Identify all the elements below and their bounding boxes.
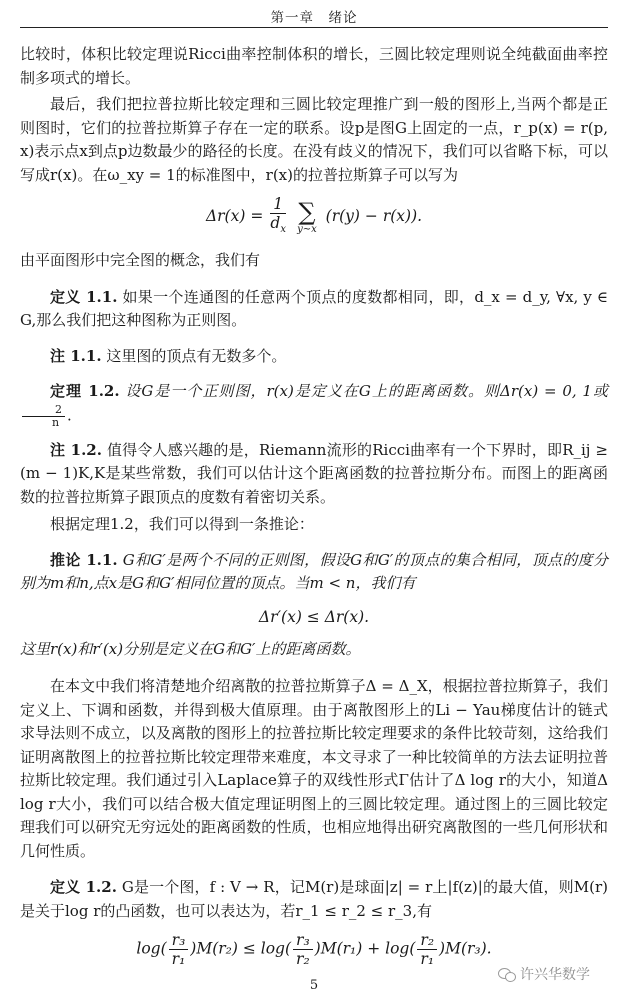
paragraph-by-theorem: 根据定理1.2，我们可以得到一条推论： — [50, 515, 314, 533]
page-content — [20, 34, 608, 968]
eq1-summation — [297, 197, 317, 235]
eq1-fraction-numerator: 1 — [270, 195, 286, 214]
definition-1-1-text: 如果一个连通图的任意两个顶点的度数都相同，即，d_x = d_y, ∀x, y ∈ G,那么我们把这种图称为正则图。 — [20, 287, 608, 329]
watermark-text: 许兴华数学 — [520, 967, 590, 983]
eq1-rhs: (r(y) − r(x)). — [325, 207, 423, 226]
eq3-fraction-1 — [169, 931, 189, 968]
eq3-mid2: )M(r₁) + log( — [314, 939, 416, 958]
equation-comparison: Δr′(x) ≤ Δr(x). — [258, 607, 370, 626]
note-1-2-text: 值得令人感兴趣的是，Riemann流形的Ricci曲率有一个下界时，即R_ij ≥ (m − 1)K,K是某些常数，我们可以估计这个距离函数的拉普拉斯分布。而图上的距离函数的拉普拉斯算子跟顶点的度数有着密切关系。 — [20, 440, 608, 506]
note-1-1-text: 这里图的顶点有无数多个。 — [106, 346, 287, 365]
theorem-1-2-end: . — [67, 406, 72, 424]
definition-1-1 — [20, 286, 608, 333]
header-rule — [20, 27, 608, 28]
theorem-1-2-label: 定理 1.2. — [50, 382, 120, 400]
definition-1-2 — [20, 876, 608, 923]
paragraph-intro-continued: 比较时，体积比较定理说Ricci曲率控制体积的增长，三圆比较定理则说全纯截面曲率控制多项式的增长。 — [20, 45, 608, 87]
eq1-den-subscript: x — [280, 224, 286, 236]
eq3-fraction-2 — [293, 931, 313, 968]
equation-laplacian-distance — [20, 195, 608, 241]
running-header: 第一章 绪论 — [270, 10, 358, 26]
eq3-end: )M(r₃). — [439, 939, 492, 958]
eq1-fraction — [270, 195, 286, 239]
paragraph-complete-graph: 由平面图形中完全图的概念，我们有 — [20, 251, 261, 269]
eq1-lhs: Δr(x) = — [205, 207, 264, 226]
eq3-mid1: )M(r₂) ≤ log( — [190, 939, 292, 958]
eq3-fraction-2-numerator: r₃ — [293, 931, 313, 950]
definition-1-2-label: 定义 1.2. — [50, 878, 117, 896]
theorem-1-2-fraction — [22, 404, 65, 429]
note-1-1-label: 注 1.1. — [50, 346, 102, 365]
corollary-1-1-label: 推论 1.1. — [50, 550, 118, 569]
theorem-1-2-fraction-denominator: n — [52, 415, 60, 429]
note-1-2 — [20, 439, 608, 510]
eq3-fraction-3-denominator: r₁ — [420, 950, 435, 968]
theorem-1-2-fraction-numerator: 2 — [22, 404, 65, 417]
paragraph-distance-functions: 这里r(x)和r′(x)分别是定义在G和G′上的距离函数。 — [20, 639, 361, 658]
eq3-log1: log( — [136, 939, 167, 958]
theorem-1-2-text: 设G是一个正则图，r(x)是定义在G上的距离函数。则Δr(x) = 0, 1或 — [125, 382, 608, 400]
corollary-1-1 — [20, 549, 608, 596]
eq3-fraction-2-denominator: r₂ — [296, 950, 310, 968]
eq1-den-symbol: d — [270, 214, 281, 232]
eq3-fraction-3-numerator: r₂ — [417, 931, 437, 950]
eq3-fraction-3 — [417, 931, 437, 968]
page-number: 5 — [309, 978, 319, 993]
equation-three-circle — [20, 931, 608, 968]
theorem-1-2 — [20, 380, 608, 429]
paragraph-main-summary: 在本文中我们将清楚地介绍离散的拉普拉斯算子Δ = Δ_X，根据拉普拉斯算子，我们定义上、下调和函数，并得到极大值原理。由于离散图形上的Li − Yau梯度估计的链式求导法则不成立，以及离散的图形上的拉普拉斯比较定理要求的条件比较苛刻，这给我们证明离散图上的拉普拉斯比较定理带来难度，本文寻求了一种比较简单的方法去证明拉普拉斯比较定理。我们通过引入Laplace算子的双线性形式Γ估计了Δ log r的大小，知道Δ log r大小，我们可以结合极大值定理证明图上的三圆比较定理。通过图上的三圆比较定理我们可以研究无穷远处的距离函数的性质，也相应地得出研究离散图的一些几何形状和几何性质。 — [20, 677, 608, 860]
note-1-2-label: 注 1.2. — [50, 440, 102, 459]
eq1-fraction-denominator — [270, 214, 286, 239]
eq3-fraction-1-denominator: r₁ — [171, 950, 186, 968]
note-1-1 — [20, 345, 608, 369]
definition-1-2-text: G是一个图，f : V → R，记M(r)是球面|z| = r上|f(z)|的最大值，则M(r)是关于log r的凸函数，也可以表达为，若r_1 ≤ r_2 ≤ r_3,有 — [20, 878, 608, 920]
eq3-fraction-1-numerator: r₃ — [169, 931, 189, 950]
paragraph-generalization: 最后，我们把拉普拉斯比较定理和三圆比较定理推广到一般的图形上,当两个都是正则图时，它们的拉普拉斯算子存在一定的联系。设p是图G上固定的一点，r_p(x) = r(p, x)表示点x到点p边数最少的路径的长度。在没有歧义的情况下，我们可以省略下标，可以写成r(x)。在ω_xy = 1的标准图中，r(x)的拉普拉斯算子可以写为 — [20, 95, 608, 184]
definition-1-1-label: 定义 1.1. — [50, 287, 118, 306]
summation-sign-icon: ∑ — [298, 197, 316, 226]
eq1-summation-subscript: y∼x — [297, 223, 317, 235]
corollary-1-1-text: G和G′是两个不同的正则图，假设G和G′的顶点的集合相同，顶点的度分别为m和n,点x是G和G′相同位置的顶点。当m < n，我们有 — [20, 550, 608, 592]
